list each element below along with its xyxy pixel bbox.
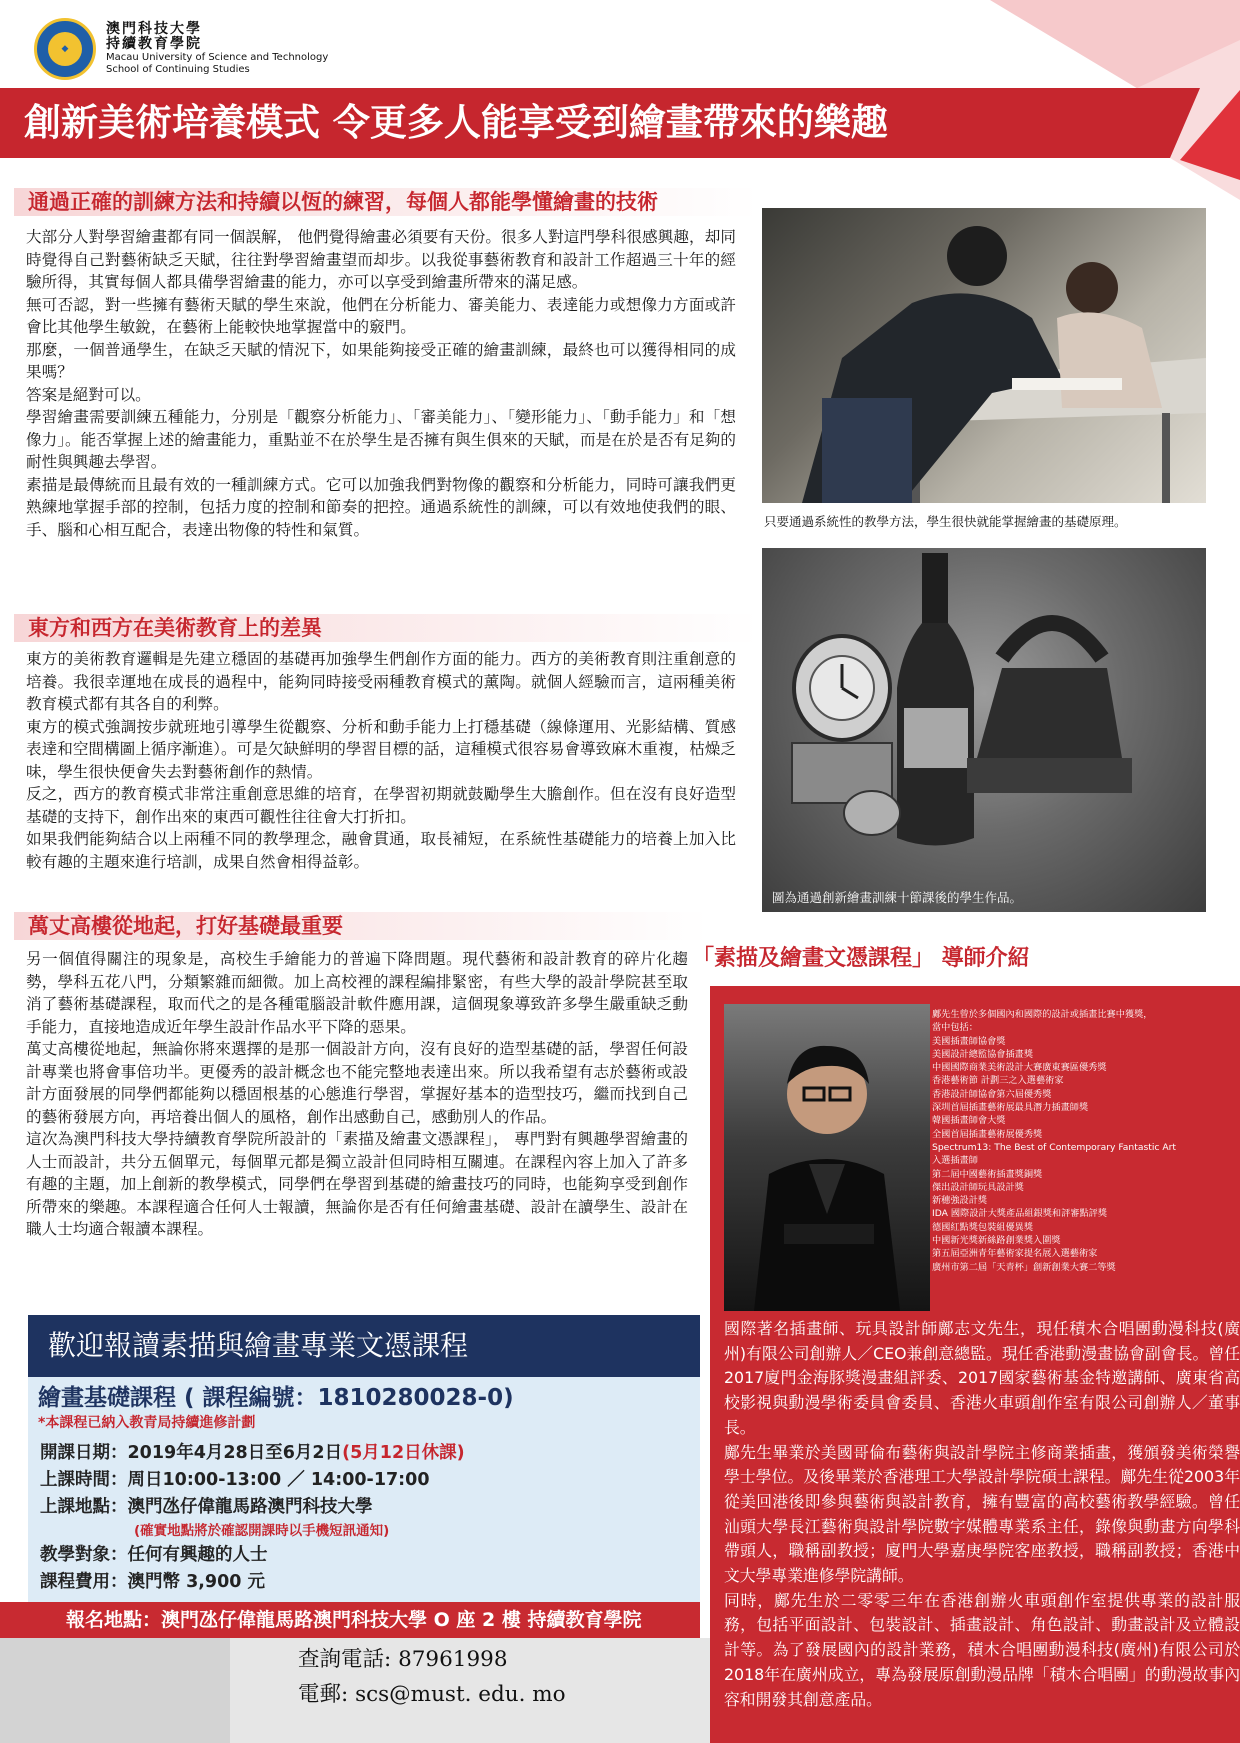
logo-seal-icon: ◆ [48, 32, 82, 66]
section3-paragraph: 這次為澳門科技大學持續教育學院所設計的「素描及繪畫文憑課程」， 專門對有興趣學習繪畫的人士而設計，共分五個單元，每個單元都是獨立設計但同時相互關連。在課程內容上加入了許多有趣的主題，加上創新的教學模式，同學們在學習到基礎的繪畫技巧的同時，也能夠享受到創作所帶來的樂趣。本課程適合任何人士報讀，無論你是否有任何繪畫基礎、設計在讀學生、設計在職人士均適合報讀本課程。 [26, 1130, 688, 1238]
course-date-label: 開課日期： [40, 1443, 128, 1463]
still-life-sketch-photo [762, 548, 1206, 912]
course-date [40, 1441, 465, 1466]
tutor-bio-paragraph: 同時，鄺先生於二零零三年在香港創辦火車頭創作室提供專業的設計服務，包括平面設計、包裝設計、插畫設計、角色設計、動畫設計及立體設計等。為了發展國內的設計業務，積木合唱團動漫科技(廣州)有限公司於2018年在廣州成立，專為發展原創動漫品牌「積木合唱團」的動漫故事內容和開發其創意產品。 [724, 1590, 1240, 1709]
award-item: 香港藝術節 計劃三之入選藝術家 [932, 1075, 1064, 1087]
school-cn-2: 持續教育學院 [106, 36, 202, 52]
tutor-bio-paragraph: 鄺先生畢業於美國哥倫布藝術與設計學院主修商業插畫，獲頒發美術榮譽學士學位。及後畢業於香港理工大學設計學院碩士課程。鄺先生從2003年從美回港後即參與藝術與設計教育，擁有豐富的高校藝術教學經驗。曾任汕頭大學長江藝術與設計學院數字媒體專業系主任，錄像與動畫方向學科帶頭人，職稱副教授；廈門大學嘉庚學院客座教授，職稱副教授；香港中文大學專業進修學院講師。 [724, 1442, 1240, 1586]
award-item: 第二屆中國藝術插畫獎銅獎 [932, 1168, 1043, 1180]
award-item: IDA 國際設計大獎產品組銀獎和評審點評獎 [932, 1208, 1108, 1220]
course-target-label: 教學對象： [40, 1545, 128, 1565]
school-en-2: School of Continuing Studies [106, 64, 250, 75]
course-time-value: 周日10:00-13:00 ／ 14:00-17:00 [127, 1470, 430, 1490]
award-item: 當中包括： [932, 1022, 978, 1034]
award-item: 第五屆亞洲青年藝術家提名展入選藝術家 [932, 1248, 1098, 1260]
section3-heading: 萬丈高樓從地起，打好基礎最重要 [14, 912, 708, 940]
award-item: 新穗強設計獎 [932, 1195, 988, 1207]
tutor-portrait-illustration [724, 1004, 930, 1311]
tutor-portrait-photo [724, 1004, 930, 1311]
contact-info [298, 1642, 566, 1712]
section2-paragraph: 東方的模式強調按步就班地引導學生從觀察、分析和動手能力上打穩基礎（線條運用、光影結構、質感表達和空間構圖上循序漸進）。可是欠缺鮮明的學習目標的話，這種模式很容易會導致麻木重複，枯燥乏味，學生很快便會失去對藝術創作的熱情。 [26, 717, 736, 781]
award-item: 中國新光獎新絲路創業獎入圍獎 [932, 1235, 1061, 1247]
section1-paragraph: 那麼，一個普通學生，在缺乏天賦的情況下，如果能夠接受正確的繪畫訓練，最終也可以獲得相同的成果嗎？ [26, 340, 736, 381]
course-target-value: 任何有興趣的人士 [127, 1545, 268, 1565]
section1-paragraph: 學習繪畫需要訓練五種能力，分別是「觀察分析能力」、「審美能力」、「變形能力」、「動手能力」和「想像力」。能否掌握上述的繪畫能力，重點並不在於學生是否擁有與生俱來的天賦，而是在於是否有足夠的耐性與興趣去學習。 [26, 408, 736, 471]
tutor-bio [724, 1317, 1240, 1712]
award-item: 廣州市第二屆「天青杯」創新創業大賽二等獎 [932, 1261, 1116, 1273]
course-venue-label: 上課地點： [40, 1497, 128, 1517]
section3-body [26, 948, 688, 1241]
award-item: 美國插畫師協會獎 [932, 1035, 1006, 1047]
award-item: 鄺先生曾於多個國內和國際的設計或插畫比賽中獲獎， [932, 1009, 1153, 1020]
section1-paragraph: 答案是絕對可以。 [26, 385, 151, 404]
award-item: 深圳首屆插畫藝術展最具潛力插畫師獎 [932, 1102, 1089, 1114]
course-time-label: 上課時間： [40, 1470, 128, 1490]
still-life-illustration [762, 548, 1206, 912]
students-drawing-illustration [762, 208, 1206, 503]
course-fee-label: 課程費用： [40, 1572, 128, 1592]
tutor-bio-paragraph: 國際著名插畫師、玩具設計師鄺志文先生，現任積木合唱團動漫科技(廣州)有限公司創辦人／CEO兼創意總監。現任香港動漫畫協會副會長。曾任2017廈門金海豚獎漫畫組評委、2017國家藝術基金特邀講師、廣東省高校影視與動漫學術委員會委員、香港火車頭創作室有限公司創辦人／董事長。 [724, 1319, 1240, 1437]
course-date-holiday: (5月12日休課) [342, 1443, 465, 1463]
award-item: 入選插畫師 [932, 1155, 978, 1167]
section1-body [26, 226, 736, 541]
section1-paragraph: 大部分人對學習繪畫都有同一個誤解， 他們覺得繪畫必須要有天份。很多人對這門學科很感興趣，却同時覺得自己對藝術缺乏天賦，往往對學習繪畫望而却步。以我從事藝術教育和設計工作超過三十年的經驗所得，其實每個人都具備學習繪畫的能力，亦可以享受到繪畫所帶來的滿足感。 [26, 228, 736, 291]
section3-paragraph: 萬丈高樓從地起，無論你將來選擇的是那一個設計方向，沒有良好的造型基礎的話，學習任何設計專業也將會事倍功半。更優秀的設計概念也不能完整地表達出來。所以我希望有志於藝術或設計方面發展的同學們都能夠以穩固根基的心態進行學習，掌握好基本的造型技巧，繼而找到自己的藝術發展方向，再培養出個人的風格，創作出感動自己，感動別人的作品。 [26, 1040, 688, 1126]
course-fee-value: 澳門幣 3,900 元 [127, 1572, 266, 1592]
course-banner: 歡迎報讀素描與繪畫專業文憑課程 [28, 1315, 700, 1377]
award-item: 德國紅點獎包裝組優異獎 [932, 1221, 1034, 1233]
course-venue [40, 1495, 373, 1520]
course-target [40, 1543, 268, 1568]
course-venue-note: (確實地點將於確認開課時以手機短訊通知) [134, 1523, 390, 1539]
contact-stripe-decoration [0, 1638, 230, 1743]
award-item: 傑出設計師玩具設計獎 [932, 1181, 1024, 1193]
tutor-awards-list [932, 1008, 1232, 1274]
award-item: 韓國插畫師會大獎 [932, 1115, 1006, 1127]
contact-phone: 查詢電話: 87961998 [298, 1647, 508, 1672]
award-item: 全國首屆插畫藝術展優秀獎 [932, 1128, 1043, 1140]
page-title: 創新美術培養模式 令更多人能享受到繪畫帶來的樂趣 [24, 101, 888, 144]
course-note: *本課程已納入教青局持續進修計劃 [38, 1415, 256, 1431]
section2-heading: 東方和西方在美術教育上的差異 [14, 614, 758, 642]
contact-email: 電郵: scs@must. edu. mo [298, 1682, 566, 1707]
course-title: 繪畫基礎課程 ( 課程編號：1810280028-0) [38, 1385, 514, 1411]
award-item: 美國設計總監協會插畫獎 [932, 1048, 1034, 1060]
school-cn-1: 澳門科技大學 [106, 21, 202, 37]
registration-bar: 報名地點：澳門氹仔偉龍馬路澳門科技大學 O 座 2 樓 持續教育學院 [0, 1602, 700, 1638]
university-logo [34, 18, 96, 80]
section1-heading: 通過正確的訓練方法和持續以恆的練習，每個人都能學懂繪畫的技術 [14, 188, 758, 216]
section1-paragraph: 素描是最傳統而且最有效的一種訓練方式。它可以加強我們對物像的觀察和分析能力，同時可讓我們更熟練地掌握手部的控制，包括力度的控制和節奏的把控。通過系統性的訓練，可以有效地使我們的眼、手、腦和心相互配合，表達出物像的特性和氣質。 [26, 475, 736, 539]
tutor-heading: 「素描及繪畫文憑課程」 導師介紹 [692, 946, 1030, 971]
course-venue-value: 澳門氹仔偉龍馬路澳門科技大學 [127, 1497, 373, 1517]
school-name [106, 22, 328, 76]
course-date-value: 2019年4月28日至6月2日 [127, 1443, 343, 1463]
photo1-caption: 只要通過系統性的教學方法，學生很快就能掌握繪畫的基礎原理。 [764, 514, 1127, 529]
award-item: 中國國際商業美術設計大賽廣東賽區優秀獎 [932, 1062, 1107, 1074]
section2-paragraph: 東方的美術教育邏輯是先建立穩固的基礎再加強學生們創作方面的能力。西方的美術教育則注重創意的培養。我很幸運地在成長的過程中，能夠同時接受兩種教育模式的薰陶。就個人經驗而言，這兩種美術教育模式都有其各自的利弊。 [26, 650, 736, 713]
section2-paragraph: 如果我們能夠結合以上兩種不同的教學理念，融會貫通，取長補短，在系統性基礎能力的培養上加入比較有趣的主題來進行培訓，成果自然會相得益彰。 [26, 830, 736, 871]
course-fee [40, 1570, 265, 1595]
school-en-1: Macau University of Science and Technology [106, 52, 329, 63]
photo2-caption: 圖為通過創新繪畫訓練十節課後的學生作品。 [772, 890, 1023, 905]
section3-paragraph: 另一個值得關注的現象是，高校生手繪能力的普遍下降問題。現代藝術和設計教育的碎片化趨勢，學科五花八門，分類繁雜而細微。加上高校裡的課程編排緊密，有些大學的設計學院甚至取消了藝術基礎課程，取而代之的是各種電腦設計軟件應用課，這個現象導致許多學生嚴重缺乏動手能力，直接地造成近年學生設計作品水平下降的惡果。 [26, 950, 688, 1036]
course-time [40, 1468, 430, 1493]
section1-paragraph: 無可否認，對一些擁有藝術天賦的學生來說，他們在分析能力、審美能力、表達能力或想像力方面或許會比其他學生敏銳，在藝術上能較快地掌握當中的竅門。 [26, 295, 736, 336]
title-banner-tip [1170, 88, 1200, 158]
award-item: 香港設計師協會第六屆優秀獎 [932, 1088, 1052, 1100]
section2-body [26, 648, 736, 873]
section2-paragraph: 反之，西方的教育模式非常注重創意思維的培育，在學習初期就鼓勵學生大膽創作。但在沒有良好造型基礎的支持下，創作出來的東西可觀性往往會大打折扣。 [26, 785, 736, 826]
students-drawing-photo [762, 208, 1206, 503]
award-item: Spectrum13: The Best of Contemporary Fantastic Art [932, 1141, 1177, 1153]
